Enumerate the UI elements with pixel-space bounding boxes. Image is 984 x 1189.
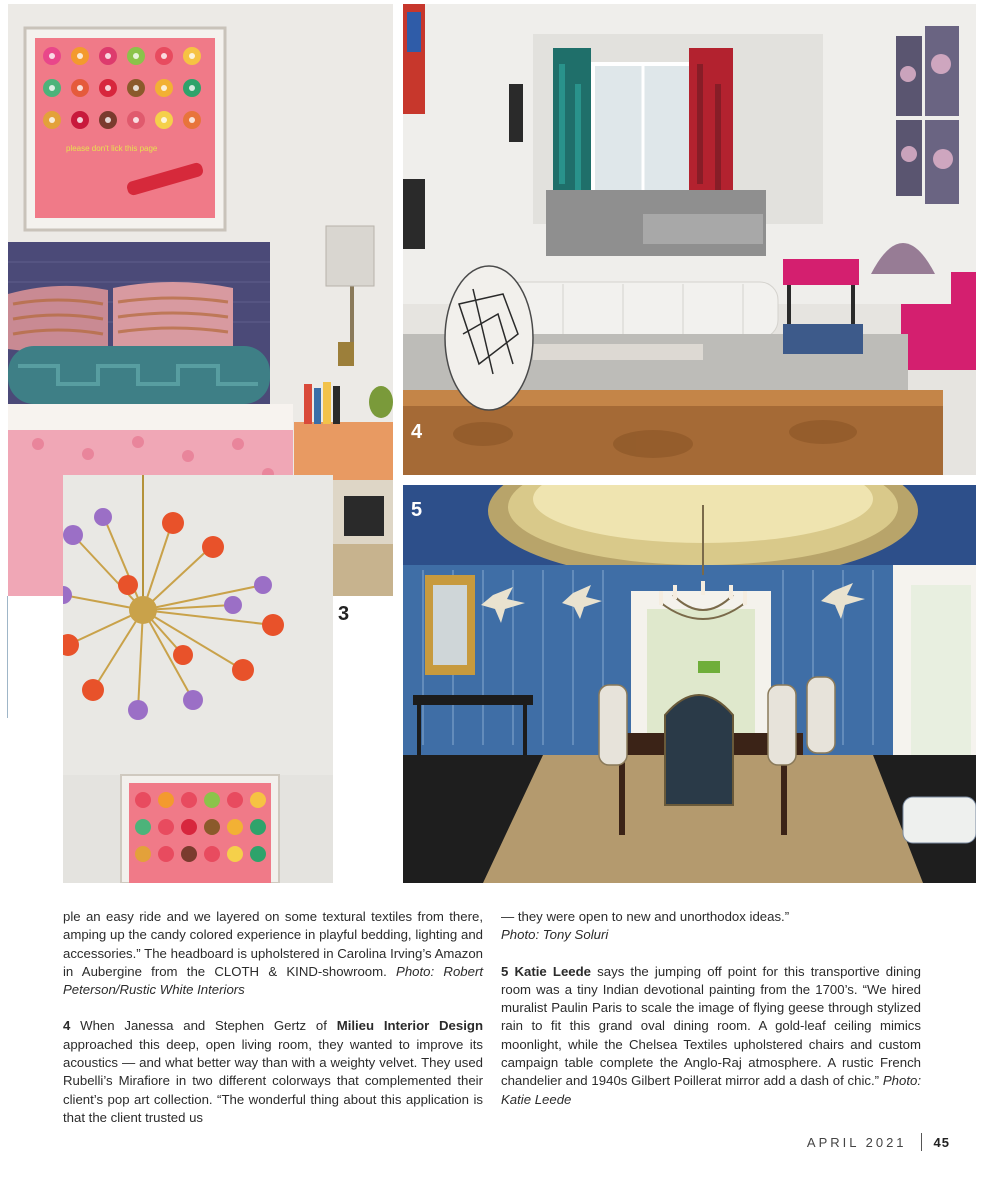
art-print-text: please don't lick this page	[66, 144, 158, 153]
figure-ref-number: 4	[63, 1018, 71, 1034]
living-room-photo	[403, 4, 976, 475]
text-column-left	[63, 908, 483, 1127]
photo-credit: Photo: Tony Soluri	[501, 927, 609, 943]
paragraph-living-room	[63, 1017, 483, 1127]
design-firm-name: Milieu Interior Design	[336, 1018, 484, 1034]
figure-3-label: 3	[338, 603, 350, 625]
paragraph-body: When Janessa and Stephen Gertz of	[80, 1018, 327, 1034]
text-column-right	[501, 908, 921, 1109]
page-footer	[807, 1133, 950, 1151]
paragraph-dining-room	[501, 963, 921, 1109]
paragraph-body: ple an easy ride and we layered on some textural textiles from there, amping up the candy colored experience in playful bedding, lighting and accessories.” The headboard is upholstered in Carolina Irving’s Amazon in Aubergine from the CLOTH & KIND-showroom.	[63, 909, 483, 979]
footer-divider	[921, 1133, 922, 1151]
chandelier-photo	[63, 475, 333, 883]
figure-5-label: 5	[411, 499, 423, 521]
paragraph-body: — they were open to new and unorthodox ideas.”	[501, 909, 790, 924]
figure-ref-number: 5	[501, 963, 509, 979]
issue-date: APRIL 2021	[806, 1134, 907, 1150]
photo-credit: Photo: Katie Leede	[501, 1073, 921, 1107]
left-margin-rule	[7, 596, 8, 718]
paragraph-living-room-cont	[501, 908, 921, 945]
dining-room-photo	[403, 485, 976, 883]
paragraph-body: says the jumping off point for this transportive dining room was a tiny Indian devotional painting from the 1700’s. “We hired muralist Paulin Paris to scale the image of flying geese through stylized rain to fit this grand oval dining room. A gold-leaf ceiling mimics moonlight, while the Chelsea Textiles upholstered chairs and custom campaign table complete the Anglo-Raj atmosphere. A rustic French chandelier and 1940s Gilbert Poillerat mirror add a dash of chic.”	[501, 963, 921, 1089]
photo-credit: Photo: Robert Peterson/Rustic White Interiors	[63, 963, 484, 998]
page-number: 45	[933, 1134, 950, 1150]
paragraph-body: approached this deep, open living room, they wanted to improve its acoustics — and what better way than with a weighty velvet. They used Rubelli’s Mirafiore in two different colorways that complemented their client’s pop art collection. “The wonderful thing about this application is that the client trusted us	[63, 1036, 483, 1125]
paragraph-bedroom	[63, 908, 483, 999]
designer-name: Katie Leede	[514, 963, 592, 979]
figure-4-label: 4	[411, 421, 423, 443]
